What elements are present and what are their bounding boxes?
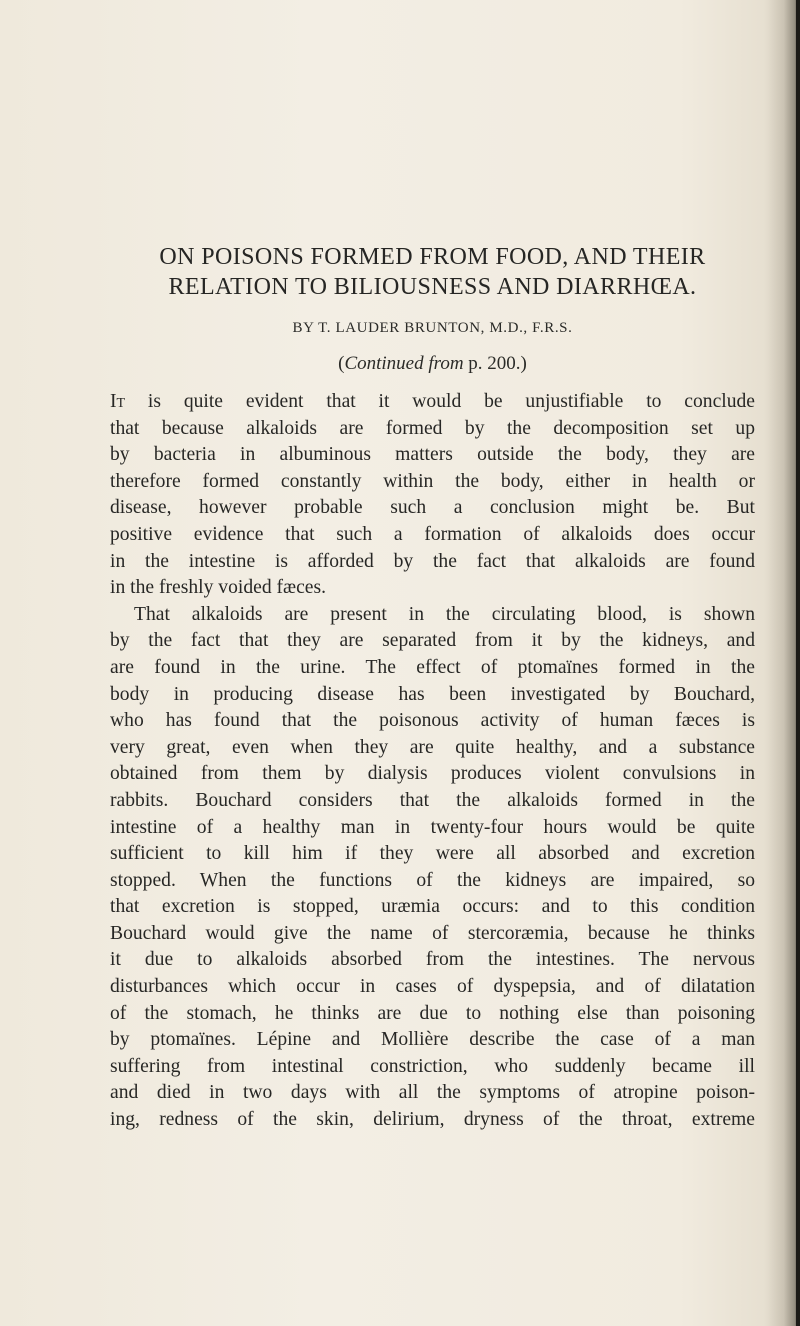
text-line-27: and died in two days with all the symptoms of atropine poison- <box>110 1082 755 1104</box>
text-line-25: by ptomaïnes. Lépine and Mollière describe the case of a man <box>110 1029 755 1051</box>
text-line-11: are found in the urine. The effect of ptomaïnes formed in the <box>110 656 755 678</box>
continued-note <box>110 353 755 375</box>
text-line-23: disturbances which occur in cases of dyspepsia, and of dilatation <box>110 976 755 998</box>
continued-prefix: ( <box>338 353 345 374</box>
text-line-24: of the stomach, he thinks are due to nothing else than poisoning <box>110 1002 755 1024</box>
article-title <box>110 242 755 302</box>
text-line-19: stopped. When the functions of the kidneys are impaired, so <box>110 869 755 891</box>
text-line-13: who has found that the poisonous activity of human fæces is <box>110 710 755 732</box>
text-line-14: very great, even when they are quite healthy, and a substance <box>110 736 755 758</box>
text-line-7: in the intestine is afforded by the fact that alkaloids are found <box>110 550 755 572</box>
title-line-2: RELATION TO BILIOUSNESS AND DIARRHŒA. <box>168 274 697 300</box>
title-line-1: ON POISONS FORMED FROM FOOD, AND THEIR <box>159 244 706 270</box>
text-line-4: therefore formed constantly within the body, either in health or <box>110 470 755 492</box>
text-line-26: suffering from intestinal constriction, who suddenly became ill <box>110 1055 755 1077</box>
text-line-18: sufficient to kill him if they were all absorbed and excretion <box>110 843 755 865</box>
text-line-20: that excretion is stopped, uræmia occurs: and to this condition <box>110 896 755 918</box>
first-word: It <box>110 391 126 412</box>
text-line-10: by the fact that they are separated from it by the kidneys, and <box>110 630 755 652</box>
text-line-5: disease, however probable such a conclusion might be. But <box>110 497 755 519</box>
author-byline: BY T. LAUDER BRUNTON, M.D., F.R.S. <box>292 320 573 336</box>
text-line-2: that because alkaloids are formed by the decomposition set up <box>110 417 755 439</box>
line-1-rest: is quite evident that it would be unjustifiable to conclude <box>125 391 755 412</box>
text-line-1 <box>110 389 755 416</box>
article-body <box>110 389 755 1134</box>
text-line-15: obtained from them by dialysis produces violent convulsions in <box>110 763 755 785</box>
article <box>110 242 755 1134</box>
page-edge-shadow <box>764 0 800 1326</box>
text-line-21: Bouchard would give the name of stercoræmia, because he thinks <box>110 922 755 944</box>
page-binding-edge <box>796 0 800 1326</box>
text-line-3: by bacteria in albuminous matters outside the body, they are <box>110 444 755 466</box>
text-line-6: positive evidence that such a formation of alkaloids does occur <box>110 523 755 545</box>
text-line-28: ing, redness of the skin, delirium, dryness of the throat, extreme <box>110 1109 755 1131</box>
text-line-12: body in producing disease has been investigated by Bouchard, <box>110 683 755 705</box>
continued-suffix: p. 200.) <box>463 353 527 374</box>
text-line-22: it due to alkaloids absorbed from the intestines. The nervous <box>110 949 755 971</box>
text-line-17: intestine of a healthy man in twenty-four hours would be quite <box>110 816 755 838</box>
text-line-16: rabbits. Bouchard considers that the alkaloids formed in the <box>110 789 755 811</box>
continued-italic: Continued from <box>344 353 464 374</box>
text-line-9: That alkaloids are present in the circulating blood, is shown <box>134 603 755 625</box>
text-line-8: in the freshly voided fæces. <box>110 577 327 599</box>
